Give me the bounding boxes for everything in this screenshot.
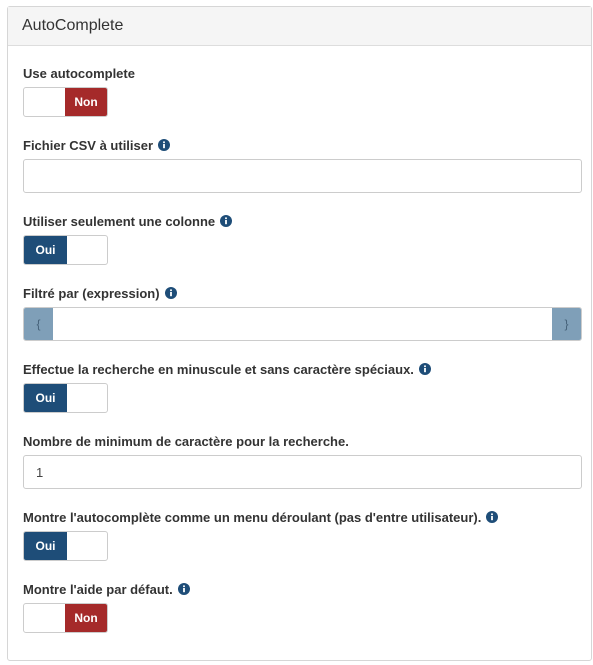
min-chars-field [23, 433, 349, 449]
toggle-off-label: Non [65, 88, 107, 116]
panel-title: AutoComplete [8, 7, 591, 46]
single-column-label: Utiliser seulement une colonne [23, 213, 216, 229]
csv-file-field [23, 137, 170, 153]
dropdown-menu-toggle[interactable] [23, 531, 108, 561]
info-icon[interactable] [178, 583, 190, 595]
info-icon[interactable] [419, 363, 431, 375]
toggle-on-label: Oui [24, 532, 67, 560]
info-icon[interactable] [158, 139, 170, 151]
info-icon[interactable] [220, 215, 232, 227]
show-help-label: Montre l'aide par défaut. [23, 581, 173, 597]
info-icon[interactable] [165, 287, 177, 299]
toggle-on-label: Oui [24, 236, 67, 264]
lowercase-search-label: Effectue la recherche en minuscule et sans caractère spéciaux. [23, 361, 414, 377]
single-column-toggle[interactable] [23, 235, 108, 265]
lowercase-search-toggle[interactable] [23, 383, 108, 413]
info-icon[interactable] [486, 511, 498, 523]
filter-field [23, 285, 177, 301]
min-chars-input[interactable]: 1 [23, 455, 582, 489]
csv-file-label: Fichier CSV à utiliser [23, 137, 154, 153]
use-autocomplete-toggle[interactable] [23, 87, 108, 117]
filter-suffix-addon: } [552, 308, 581, 340]
lowercase-search-field [23, 361, 431, 377]
csv-file-input[interactable] [23, 159, 582, 193]
autocomplete-panel [7, 6, 592, 661]
filter-input-group [23, 307, 582, 341]
show-help-field [23, 581, 190, 597]
toggle-on-label: Oui [24, 384, 67, 412]
dropdown-menu-field [23, 509, 498, 525]
filter-input[interactable] [53, 308, 552, 340]
single-column-field [23, 213, 232, 229]
dropdown-menu-label: Montre l'autocomplète comme un menu déroulant (pas d'entre utilisateur). [23, 509, 482, 525]
filter-label: Filtré par (expression) [23, 285, 160, 301]
show-help-toggle[interactable] [23, 603, 108, 633]
use-autocomplete-label: Use autocomplete [23, 65, 135, 81]
toggle-off-label: Non [65, 604, 107, 632]
use-autocomplete-field [23, 65, 135, 81]
min-chars-label: Nombre de minimum de caractère pour la recherche. [23, 433, 349, 449]
filter-prefix-addon: { [24, 308, 53, 340]
